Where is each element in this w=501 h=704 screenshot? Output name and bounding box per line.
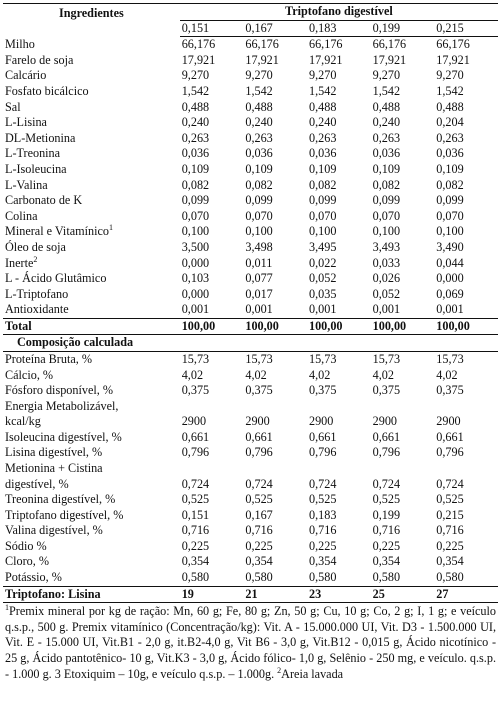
ingredient-value: 0,488 <box>372 99 401 114</box>
ingredient-value: 0,035 <box>308 286 337 301</box>
ingredient-row <box>3 115 498 131</box>
composition-value: 2900 <box>245 414 270 429</box>
ingredient-row <box>3 193 498 209</box>
ingredient-value: 0,036 <box>308 146 337 161</box>
ratio-label: Triptofano: Lisina <box>3 586 180 603</box>
ingredient-value: 0,033 <box>372 255 401 270</box>
ingredient-name <box>3 146 180 162</box>
composition-row <box>3 508 498 524</box>
composition-value: 0,354 <box>372 554 401 569</box>
ingredient-value: 0,069 <box>436 286 464 301</box>
ingredient-value: 0,052 <box>372 286 401 301</box>
ingredient-row <box>3 224 498 240</box>
composition-name: Potássio, % <box>5 570 62 584</box>
ingredient-value: 9,270 <box>245 68 273 83</box>
ingredient-row <box>3 256 498 272</box>
composition-row <box>3 383 498 399</box>
ingredient-name <box>3 302 180 318</box>
ingredient-label: DL-Metionina <box>5 130 76 145</box>
ingredient-value: 66,176 <box>245 37 279 52</box>
ingredient-value: 0,263 <box>372 130 401 145</box>
total-value: 100,00 <box>180 318 244 335</box>
ingredient-value: 0,026 <box>372 271 401 286</box>
ingredient-label: Antioxidante <box>5 302 69 317</box>
ingredient-name <box>3 115 180 131</box>
total-value: 100,00 <box>243 318 307 335</box>
ingredient-value: 17,921 <box>308 52 343 67</box>
ingredient-name <box>3 53 180 69</box>
ingredient-value: 0,077 <box>245 271 273 286</box>
composition-value: 0,375 <box>181 383 210 398</box>
composition-value: 0,796 <box>308 445 337 460</box>
ingredient-value: 0,204 <box>436 115 464 130</box>
ratio-value: 19 <box>180 586 244 603</box>
composition-value: 0,724 <box>436 476 464 491</box>
ingredient-value: 0,099 <box>372 193 401 208</box>
composition-value: 0,525 <box>181 492 210 507</box>
ingredient-value: 0,103 <box>181 271 210 286</box>
ingredient-name <box>3 193 180 209</box>
ingredient-value: 0,036 <box>181 146 210 161</box>
ingredient-value: 0,100 <box>372 224 401 239</box>
composition-value: 0,580 <box>436 570 464 584</box>
composition-name <box>3 461 180 492</box>
ingredient-row <box>3 178 498 194</box>
composition-value: 2900 <box>436 414 461 429</box>
ingredient-value: 0,099 <box>308 193 337 208</box>
diet-composition-table <box>3 3 498 603</box>
composition-value: 0,580 <box>245 570 273 584</box>
ingredient-value: 3,495 <box>308 239 337 254</box>
composition-value: 0,580 <box>372 570 401 584</box>
ingredient-value: 0,000 <box>181 255 210 270</box>
composition-value: 0,716 <box>372 523 401 538</box>
tryptophan-group-header: Triptofano digestível <box>180 4 498 21</box>
ingredient-value: 3,493 <box>372 239 401 254</box>
ingredient-value: 17,921 <box>245 52 279 67</box>
composition-value: 0,375 <box>245 383 273 398</box>
composition-name: Valina digestível, % <box>5 523 103 538</box>
ingredient-value: 9,270 <box>181 68 210 83</box>
ingredient-value: 0,109 <box>372 161 401 176</box>
footnote-marker: 2 <box>33 255 38 264</box>
ingredient-value: 0,036 <box>245 146 273 161</box>
composition-title: Composição calculada <box>3 335 498 352</box>
composition-name: Sódio % <box>5 538 47 553</box>
total-section <box>3 318 498 351</box>
footnote-marker: 2 <box>277 665 282 675</box>
composition-row <box>3 554 498 570</box>
ingredient-name <box>3 131 180 147</box>
ingredient-value: 0,000 <box>436 271 464 286</box>
footnote-text: Areia lavada <box>281 666 344 681</box>
ingredient-value: 0,001 <box>308 302 337 317</box>
ingredient-value: 1,542 <box>181 83 210 98</box>
composition-title-row <box>3 335 498 352</box>
ingredient-label: L-Triptofano <box>5 286 69 301</box>
ingredient-value: 0,036 <box>372 146 401 161</box>
ingredient-name <box>3 100 180 116</box>
composition-value: 0,225 <box>436 538 464 553</box>
composition-name: Cloro, % <box>5 554 50 569</box>
ingredient-name <box>3 209 180 225</box>
composition-row <box>3 445 498 461</box>
ingredient-value: 0,240 <box>245 115 273 130</box>
composition-value: 0,796 <box>245 445 273 460</box>
composition-value: 0,796 <box>436 445 464 460</box>
ingredient-value: 0,052 <box>308 271 337 286</box>
ingredient-value: 0,100 <box>245 224 273 239</box>
composition-value: 0,716 <box>245 523 273 538</box>
composition-name: Fósforo disponível, % <box>5 383 113 398</box>
ingredient-value: 0,044 <box>436 255 464 270</box>
composition-row <box>3 570 498 586</box>
composition-value: 0,525 <box>245 492 273 507</box>
composition-row <box>3 492 498 508</box>
ingredient-value: 1,542 <box>245 83 273 98</box>
composition-value: 0,661 <box>245 429 273 444</box>
composition-value: 0,661 <box>372 429 401 444</box>
ingredient-value: 9,270 <box>436 68 464 83</box>
ingredient-label: L-Lisina <box>5 115 47 130</box>
footnote-text: Premix mineral por kg de ração: Mn, 60 g; Fe, 80 g; Zn, 50 g; Cu, 10 g; Co, 2 g; I, 1 g; e veículo q.s.p., 500 g. Premix vitamínico (Concentração/kg): Vit. A - 15.000.000 UI, Vit. D3 - 1.500.000 UI, Vit. E - 15.000 UI, Vit.B1 - 2,0 g, it.B2-4,0 g, Vit B6 - 3,0 g, Vit.B12 - 0,015 g, Ácido nicotínico - 25 g, Ácido pantotênico- 10 g, Vit.K3 - 3,0 g, Ácido fólico- 1,0 g, Selênio - 250 mg, e veículo. q.s.p. - 1.000 g. 3 Etoxiquim – 10g, e veículo q.s.p. – 1.000g. <box>5 604 496 681</box>
ingredient-value: 0,263 <box>245 130 273 145</box>
ingredient-value: 0,001 <box>245 302 273 317</box>
ingredient-value: 3,498 <box>245 239 273 254</box>
level-header: 0,151 <box>180 20 244 37</box>
ingredient-name <box>3 256 180 272</box>
ingredient-value: 17,921 <box>436 52 470 67</box>
ingredient-value: 0,011 <box>245 255 273 270</box>
composition-value: 4,02 <box>308 367 331 382</box>
ratio-value: 23 <box>307 586 371 603</box>
ingredient-name <box>3 178 180 194</box>
ingredient-value: 0,036 <box>436 146 464 161</box>
ingredient-value: 0,099 <box>181 193 210 208</box>
ingredient-label: Farelo de soja <box>5 52 74 67</box>
ingredient-value: 0,488 <box>181 99 210 114</box>
composition-value: 0,724 <box>308 476 337 491</box>
ingredient-name <box>3 287 180 303</box>
composition-section <box>3 352 498 587</box>
composition-row <box>3 352 498 368</box>
ingredient-value: 66,176 <box>181 37 216 52</box>
composition-value: 0,661 <box>436 429 464 444</box>
composition-value: 0,354 <box>181 554 210 569</box>
ingredient-name <box>3 68 180 84</box>
composition-label-line: Metionina + Cistina <box>5 461 103 476</box>
ingredient-value: 0,082 <box>245 177 273 192</box>
ingredient-row <box>3 240 498 256</box>
ratio-value: 27 <box>434 586 498 603</box>
total-value: 100,00 <box>434 318 498 335</box>
ratio-section <box>3 586 498 603</box>
ingredient-value: 0,109 <box>308 161 337 176</box>
ingredient-value: 0,082 <box>372 177 401 192</box>
composition-row <box>3 430 498 446</box>
composition-value: 0,716 <box>308 523 337 538</box>
ingredient-label: Calcário <box>5 68 47 83</box>
ingredient-row <box>3 53 498 69</box>
composition-value: 0,375 <box>308 383 337 398</box>
composition-value: 0,375 <box>436 383 464 398</box>
ingredient-value: 0,082 <box>436 177 464 192</box>
composition-row <box>3 461 498 492</box>
composition-value: 2900 <box>372 414 397 429</box>
composition-value: 0,525 <box>308 492 337 507</box>
composition-value: 0,796 <box>181 445 210 460</box>
ingredient-label: Carbonato de K <box>5 193 83 208</box>
composition-value: 4,02 <box>245 367 267 382</box>
composition-name <box>3 399 180 430</box>
composition-row <box>3 523 498 539</box>
table-footnote <box>3 604 498 682</box>
composition-value: 0,661 <box>308 429 337 444</box>
composition-row <box>3 368 498 384</box>
composition-label-line: kcal/kg <box>5 414 41 429</box>
ingredient-value: 0,109 <box>245 161 273 176</box>
composition-value: 0,796 <box>372 445 401 460</box>
ingredient-value: 9,270 <box>308 68 337 83</box>
total-value: 100,00 <box>307 318 371 335</box>
ingredient-label: L-Valina <box>5 177 48 192</box>
composition-value: 0,580 <box>181 570 210 584</box>
ingredient-value: 66,176 <box>436 37 470 52</box>
ingredient-name <box>3 162 180 178</box>
composition-value: 0,525 <box>372 492 401 507</box>
composition-value: 0,225 <box>308 538 337 553</box>
ingredient-value: 0,070 <box>245 208 273 223</box>
composition-value: 0,724 <box>245 476 273 491</box>
ingredient-row <box>3 209 498 225</box>
composition-value: 0,375 <box>372 383 401 398</box>
composition-value: 0,724 <box>372 476 401 491</box>
ingredient-row <box>3 37 498 53</box>
composition-label-line: Energia Metabolizável, <box>5 398 119 413</box>
composition-name: Lisina digestível, % <box>5 445 103 460</box>
total-value: 100,00 <box>371 318 435 335</box>
total-row <box>3 318 498 335</box>
ingredient-value: 17,921 <box>181 52 216 67</box>
ingredient-name <box>3 240 180 256</box>
composition-name: Proteína Bruta, % <box>5 352 92 367</box>
composition-value: 4,02 <box>181 367 204 382</box>
ingredient-value: 0,100 <box>308 224 337 239</box>
composition-value: 0,354 <box>245 554 273 569</box>
composition-name: Isoleucina digestível, % <box>5 429 122 444</box>
ingredient-value: 0,240 <box>181 115 210 130</box>
ingredient-value: 0,109 <box>436 161 464 176</box>
ingredients-header: Ingredientes <box>3 4 180 37</box>
ingredient-label: Sal <box>5 99 21 114</box>
composition-value: 0,225 <box>245 538 273 553</box>
ingredient-value: 0,001 <box>436 302 464 317</box>
composition-value: 2900 <box>181 414 207 429</box>
ingredient-value: 9,270 <box>372 68 401 83</box>
composition-value: 0,167 <box>245 507 273 522</box>
composition-value: 0,225 <box>372 538 401 553</box>
ratio-value: 21 <box>243 586 307 603</box>
ingredient-value: 0,070 <box>181 208 210 223</box>
composition-value: 4,02 <box>436 367 458 382</box>
ingredient-row <box>3 302 498 318</box>
ingredient-value: 0,022 <box>308 255 337 270</box>
ingredient-label: L-Isoleucina <box>5 161 67 176</box>
ingredient-value: 0,070 <box>372 208 401 223</box>
composition-value: 15,73 <box>181 352 210 367</box>
ratio-value: 25 <box>371 586 435 603</box>
ingredient-value: 0,082 <box>181 177 210 192</box>
composition-value: 2900 <box>308 414 334 429</box>
composition-value: 4,02 <box>372 367 394 382</box>
ingredient-label: Milho <box>5 36 35 51</box>
ingredient-label: Inerte <box>5 255 34 270</box>
ingredient-value: 0,082 <box>308 177 337 192</box>
ingredient-value: 0,240 <box>308 115 337 130</box>
composition-value: 0,215 <box>436 507 464 522</box>
composition-value: 15,73 <box>436 352 464 367</box>
ingredient-value: 0,001 <box>372 302 401 317</box>
composition-value: 0,661 <box>181 429 210 444</box>
ingredient-label: Óleo de soja <box>5 239 66 254</box>
composition-value: 0,354 <box>308 554 337 569</box>
footnote-marker: 1 <box>5 603 9 613</box>
ingredient-value: 0,099 <box>436 193 464 208</box>
composition-row <box>3 539 498 555</box>
ingredient-label: Mineral e Vitamínico <box>5 224 109 239</box>
ingredient-label: Colina <box>5 208 38 223</box>
ingredient-value: 0,488 <box>308 99 337 114</box>
composition-value: 0,716 <box>181 523 210 538</box>
ingredient-label: Fosfato bicálcico <box>5 83 89 98</box>
ingredient-row <box>3 68 498 84</box>
ingredient-name <box>3 37 180 53</box>
ingredient-value: 0,240 <box>372 115 401 130</box>
ingredient-value: 0,001 <box>181 302 210 317</box>
ingredient-value: 0,488 <box>436 99 464 114</box>
ingredient-row <box>3 146 498 162</box>
ingredient-label: L - Ácido Glutâmico <box>5 271 107 286</box>
ingredient-label: L-Treonina <box>5 146 61 161</box>
ingredient-value: 0,100 <box>436 224 464 239</box>
level-header: 0,215 <box>434 20 498 37</box>
ingredient-value: 0,100 <box>181 224 210 239</box>
composition-name: Cálcio, % <box>5 367 54 382</box>
composition-label-line: digestível, % <box>5 476 69 491</box>
ingredient-row <box>3 162 498 178</box>
total-label: Total <box>3 318 180 335</box>
ingredient-value: 0,488 <box>245 99 273 114</box>
ingredient-row <box>3 131 498 147</box>
composition-value: 15,73 <box>308 352 337 367</box>
ingredient-value: 1,542 <box>372 83 401 98</box>
ingredient-value: 3,500 <box>181 239 210 254</box>
composition-name: Triptofano digestível, % <box>5 507 124 522</box>
ratio-row <box>3 586 498 603</box>
ingredient-value: 0,263 <box>436 130 464 145</box>
composition-value: 0,716 <box>436 523 464 538</box>
header-row-group <box>3 4 498 21</box>
composition-value: 0,724 <box>181 476 210 491</box>
ingredient-value: 66,176 <box>372 37 407 52</box>
composition-value: 0,151 <box>181 507 210 522</box>
composition-value: 0,580 <box>308 570 337 584</box>
ingredient-name <box>3 224 180 240</box>
composition-value: 0,354 <box>436 554 464 569</box>
footnote-marker: 1 <box>108 224 113 233</box>
composition-value: 15,73 <box>245 352 273 367</box>
level-header: 0,199 <box>371 20 435 37</box>
ingredient-value: 0,070 <box>436 208 464 223</box>
composition-value: 0,199 <box>372 507 401 522</box>
level-header: 0,167 <box>243 20 307 37</box>
ingredient-name <box>3 271 180 287</box>
ingredient-row <box>3 271 498 287</box>
composition-value: 0,525 <box>436 492 464 507</box>
ingredient-value: 1,542 <box>436 83 464 98</box>
ingredient-value: 66,176 <box>308 37 343 52</box>
ingredients-section <box>3 37 498 319</box>
ingredient-value: 1,542 <box>308 83 337 98</box>
composition-name: Treonina digestível, % <box>5 492 116 507</box>
composition-value: 0,183 <box>308 507 337 522</box>
ingredient-name <box>3 84 180 100</box>
ingredient-row <box>3 84 498 100</box>
ingredient-value: 0,263 <box>181 130 210 145</box>
level-header: 0,183 <box>307 20 371 37</box>
composition-row <box>3 399 498 430</box>
ingredient-value: 0,017 <box>245 286 273 301</box>
ingredient-value: 0,263 <box>308 130 337 145</box>
ingredient-row <box>3 100 498 116</box>
ingredient-value: 3,490 <box>436 239 464 254</box>
composition-value: 0,225 <box>181 538 210 553</box>
ingredient-value: 0,000 <box>181 286 210 301</box>
ingredient-value: 17,921 <box>372 52 407 67</box>
composition-value: 15,73 <box>372 352 401 367</box>
ingredient-row <box>3 287 498 303</box>
ingredient-value: 0,109 <box>181 161 210 176</box>
ingredient-value: 0,070 <box>308 208 337 223</box>
ingredient-value: 0,099 <box>245 193 273 208</box>
